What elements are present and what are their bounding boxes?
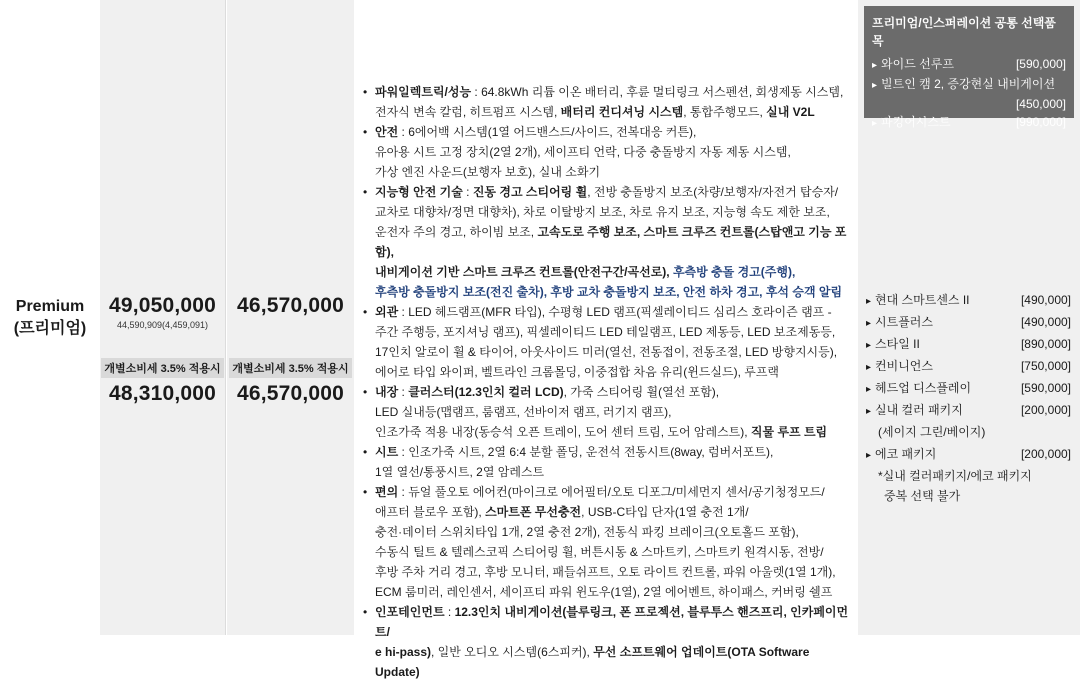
tax-badge: 개별소비세 3.5% 적용시 <box>229 358 351 378</box>
option-item: ▸ 컨비니언스 [750,000] <box>866 356 1071 378</box>
common-option-item: ▸ 파킹어시스트 [990,000] <box>872 113 1066 133</box>
price-column-2 <box>227 0 354 635</box>
option-list <box>866 290 1071 506</box>
common-option-item: [450,000] <box>1015 97 1066 111</box>
option-item: ▸ 에코 패키지 [200,000] <box>866 444 1071 466</box>
option-item: ▸ 스타일 II [890,000] <box>866 334 1071 356</box>
price-breakdown: 44,590,909(4,459,091) <box>116 320 209 330</box>
spec-adas: • 지능형 안전 기술 : 진동 경고 스티어링 휠, 전방 충돌방지 보조(차량/보행자/자전거 탑승자/ 교차로 대향차/정면 대향차), 차로 이탈방지 보조, 차로 유지 보조, 지능형 속도 제한 보조, 운전자 주의 경고, 하이빔 보조, 고속도로 주행 보조, 스마트 크루즈 컨트롤(스탑앤고 기능 포함), 내비게이션 기반 스마트 크루즈 컨트롤(안전구간/곡선로), 후측방 충돌 경고(주행), 후측방 충돌방지 보조(전진 출차), 후방 교차 충돌방지 보조, 안전 하차 경고, 후석 승객 알림 <box>363 185 847 299</box>
common-option-item: ▸ 빌트인 캠 2, 증강현실 내비게이션 <box>872 75 1066 95</box>
trim-column <box>0 0 100 635</box>
tax-price: 46,570,000 <box>236 382 345 405</box>
tax-price: 48,310,000 <box>108 382 217 405</box>
spec-infotainment: • 인포테인먼트 : 12.3인치 내비게이션(블루링크, 폰 프로젝션, 블루투스 핸즈프리, 인카페이먼트/ e hi-pass), 일반 오디오 시스템(6스피커), 무선 소프트웨어 업데이트(OTA Software Update) <box>363 605 849 679</box>
option-item: (세이지 그린/베이지) <box>878 425 986 439</box>
option-item: ▸ 시트플러스 [490,000] <box>866 312 1071 334</box>
common-option-item: ▸ 와이드 선루프 [590,000] <box>872 55 1066 75</box>
option-item: ▸ 헤드업 디스플레이 [590,000] <box>866 378 1071 400</box>
options-column <box>858 0 1080 635</box>
trim-name-ko: (프리미엄) <box>13 319 87 337</box>
option-note: *실내 컬러패키지/에코 패키지 <box>878 469 1032 483</box>
spec-exterior: • 외관 : LED 헤드램프(MFR 타입), 수평형 LED 램프(픽셀레이티드 심리스 호라이즌 램프 - 주간 주행등, 포지셔닝 램프), 픽셀레이티드 LED 테일램프, LED 제동등, LED 보조제동등, 17인치 알로이 휠 & 타이어, 아웃사이드 미러(열선, 전동접이, 전동조절, LED 방향지시등), 에어로 타입 와이퍼, 벨트라인 크롬몰딩, 이중접합 차음 유리(윈드실드), 루프랙 <box>363 305 838 379</box>
common-options-title: 프리미엄/인스퍼레이션 공통 선택품목 <box>872 16 1056 48</box>
subsidy-price: 46,570,000 <box>236 294 345 317</box>
trim-name-en: Premium <box>15 297 85 315</box>
spec-column <box>355 0 858 679</box>
spec-list <box>363 82 855 682</box>
spec-interior: • 내장 : 클러스터(12.3인치 컬러 LCD), 가죽 스티어링 휠(열선 포함), LED 실내등(맵램프, 룸램프, 선바이저 램프, 러기지 램프), 인조가죽 적용 내장(동승석 오픈 트레이, 도어 센터 트림, 도어 암레스트), 직물 루프 트림 <box>363 385 828 439</box>
spec-powertrain: • 파워일렉트릭/성능 : 64.8kWh 리튬 이온 배터리, 후륜 멀티링크 서스펜션, 회생제동 시스템, 전자식 변속 칼럼, 히트펌프 시스템, 배터리 컨디셔닝 시스템, 통합주행모드, 실내 V2L <box>363 85 844 119</box>
spec-safety: • 안전 : 6에어백 시스템(1열 어드밴스드/사이드, 전복대응 커튼), 유아용 시트 고정 장치(2열 2개), 세이프티 언락, 다중 충돌방지 자동 제동 시스템, 가상 엔진 사운드(보행자 보호), 실내 소화기 <box>363 125 791 179</box>
spec-seat: • 시트 : 인조가죽 시트, 2열 6:4 분할 폴딩, 운전석 전동시트(8way, 럼버서포트), 1열 열선/통풍시트, 2열 암레스트 <box>363 445 774 479</box>
tax-badge: 개별소비세 3.5% 적용시 <box>101 358 223 378</box>
option-note: 중복 선택 불가 <box>884 489 961 503</box>
option-item: ▸ 실내 컬러 패키지 [200,000] <box>866 400 1071 422</box>
option-item: ▸ 현대 스마트센스 II [490,000] <box>866 290 1071 312</box>
common-options-box <box>864 6 1074 129</box>
price-column-1 <box>100 0 226 635</box>
spec-convenience: • 편의 : 듀얼 풀오토 에어컨(마이크로 에어필터/오토 디포그/미세먼지 센서/공기청정모드/ 애프터 블로우 포함), 스마트폰 무선충전, USB-C타입 단자(1열 충전 1개/ 충전·데이터 스위치타입 1개, 2열 충전 2개), 전동식 파킹 브레이크(오토홀드 포함), 수동식 틸트 & 텔레스코픽 스티어링 휠, 버튼시동 & 스마트키, 스마트키 원격시동, 전방/ 후방 주차 거리 경고, 후방 모니터, 패들쉬프트, 오토 라이트 컨트롤, 파워 아울렛(1열 1개), ECM 룸미러, 레인센서, 세이프티 파워 윈도우(1열), 2열 에어벤트, 하이패스, 커버링 쉘프 <box>363 485 836 599</box>
base-price: 49,050,000 <box>108 294 217 317</box>
